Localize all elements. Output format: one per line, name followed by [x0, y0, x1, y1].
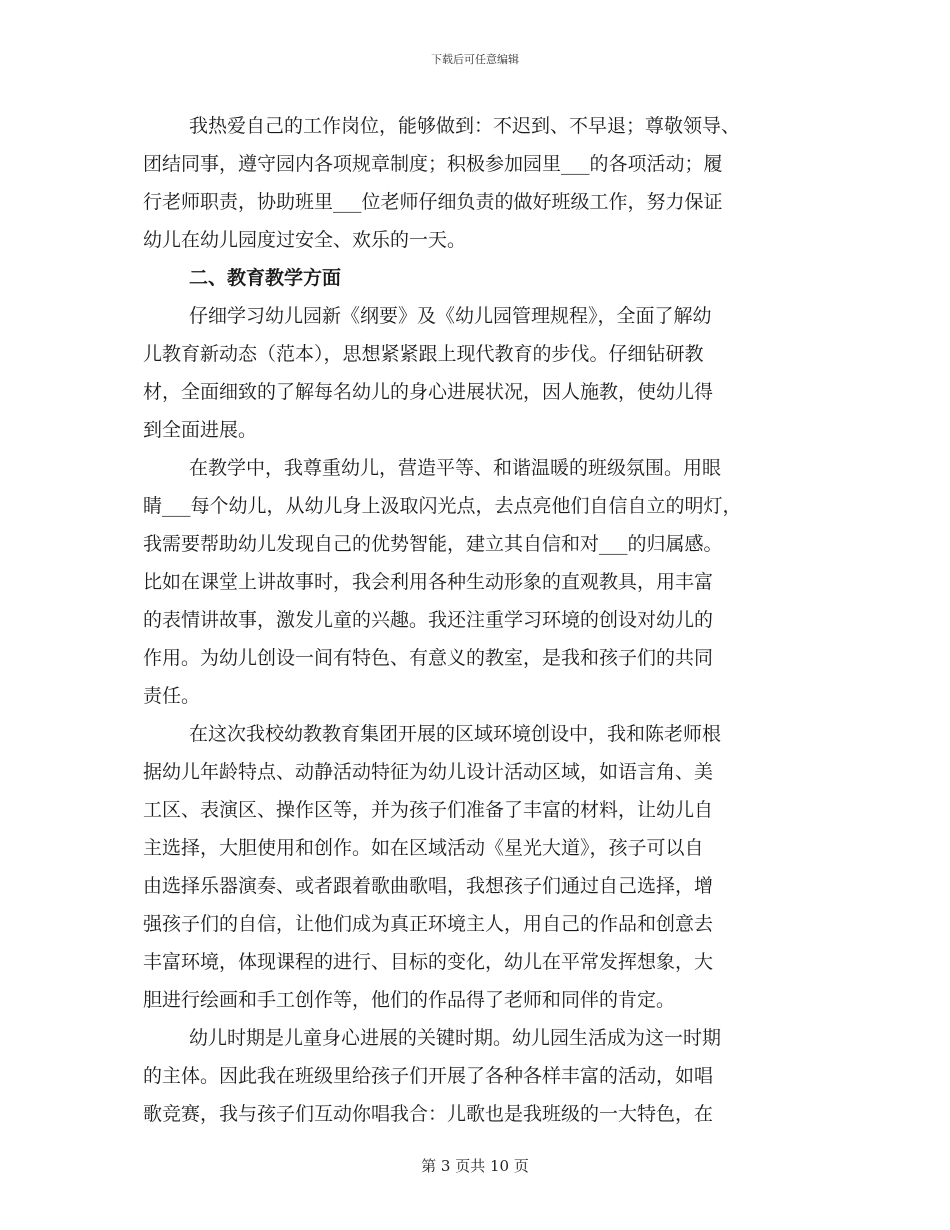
- heading-line: 二、教育教学方面: [189, 267, 342, 289]
- document-body: [143, 107, 808, 1133]
- text-line: 据幼儿年龄特点、动静活动特征为幼儿设计活动区域，如语言角、美: [143, 761, 714, 783]
- text-line: 工区、表演区、操作区等，并为孩子们准备了丰富的材料，让幼儿自: [143, 799, 714, 821]
- paragraph-activities: [143, 1019, 808, 1133]
- text-line: 在这次我校幼教教育集团开展的区域环境创设中，我和陈老师根: [189, 723, 722, 745]
- text-line: 责任。: [143, 685, 201, 707]
- page-header: 下载后可任意编辑: [431, 53, 519, 66]
- text-line: 的主体。因此我在班级里给孩子们开展了各种各样丰富的活动，如唱: [143, 1065, 714, 1087]
- text-line: 我热爱自己的工作岗位，能够做到：不迟到、不早退；尊敬领导、: [189, 115, 741, 137]
- text-line: 胆进行绘画和手工创作等，他们的作品得了老师和同伴的肯定。: [143, 989, 676, 1011]
- text-line: 歌竞赛，我与孩子们互动你唱我合：儿歌也是我班级的一大特色，在: [143, 1103, 714, 1125]
- text-line: 强孩子们的自信，让他们成为真正环境主人，用自己的作品和创意去: [143, 913, 714, 935]
- paragraph-environment: [143, 715, 808, 1019]
- text-line: 由选择乐器演奏、或者跟着歌曲歌唱，我想孩子们通过自己选择，增: [143, 875, 714, 897]
- text-line: 比如在课堂上讲故事时，我会利用各种生动形象的直观教具，用丰富: [143, 571, 714, 593]
- text-line: 作用。为幼儿创设一间有特色、有意义的教室，是我和孩子们的共同: [143, 647, 714, 669]
- text-line: 材，全面细致的了解每名幼儿的身心进展状况，因人施教，使幼儿得: [143, 381, 714, 403]
- text-line: 到全面进展。: [143, 419, 258, 441]
- text-line: 主选择，大胆使用和创作。如在区域活动《星光大道》，孩子可以自: [143, 837, 704, 859]
- paragraph-study: [143, 297, 808, 449]
- section-heading: [143, 259, 808, 297]
- text-line: 睛___每个幼儿，从幼儿身上汲取闪光点，去点亮他们自信自立的明灯，: [143, 495, 742, 517]
- text-line: 儿教育新动态（范本），思想紧紧跟上现代教育的步伐。仔细钻研教: [143, 343, 704, 365]
- text-line: 幼儿时期是儿童身心进展的关键时期。幼儿园生活成为这一时期: [189, 1027, 722, 1049]
- text-line: 我需要帮助幼儿发现自己的优势智能，建立其自信和对___的归属感。: [143, 533, 723, 555]
- text-line: 团结同事，遵守园内各项规章制度；积极参加园里___的各项活动；履: [143, 153, 723, 175]
- text-line: 在教学中，我尊重幼儿，营造平等、和谐温暖的班级氛围。用眼: [189, 457, 722, 479]
- text-line: 的表情讲故事，激发儿童的兴趣。我还注重学习环境的创设对幼儿的: [143, 609, 714, 631]
- text-line: 行老师职责，协助班里___位老师仔细负责的做好班级工作，努力保证: [143, 191, 723, 213]
- page-footer: 第 3 页共 10 页: [421, 1157, 529, 1175]
- text-line: 幼儿在幼儿园度过安全、欢乐的一天。: [143, 229, 467, 251]
- text-line: 仔细学习幼儿园新《纲要》及《幼儿园管理规程》，全面了解幼: [189, 305, 712, 327]
- text-line: 丰富环境，体现课程的进行、目标的变化，幼儿在平常发挥想象，大: [143, 951, 714, 973]
- paragraph-work-attitude: [143, 107, 808, 259]
- paragraph-teaching: [143, 449, 808, 715]
